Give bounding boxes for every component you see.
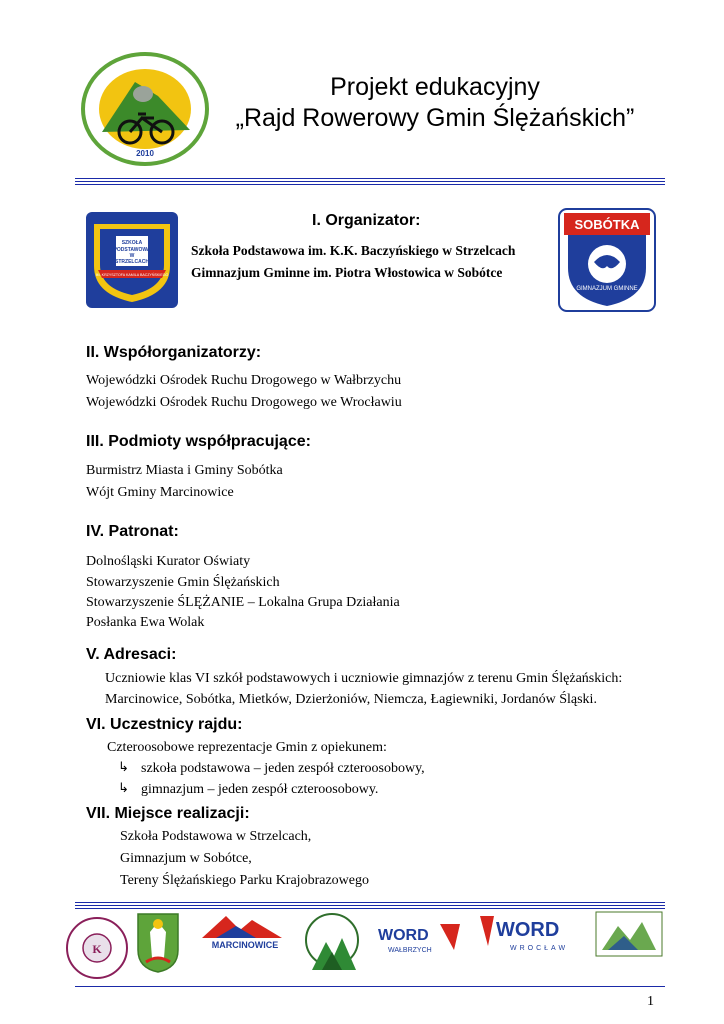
footer-bottom-rule xyxy=(75,986,665,987)
section-line: Tereny Ślężańskiego Parku Krajobrazowego xyxy=(120,873,369,888)
marcinowice-logo xyxy=(196,912,294,950)
project-title-line1: Projekt edukacyjny xyxy=(330,73,540,101)
section-heading: V. Adresaci: xyxy=(86,646,177,663)
lgd-slezanie-logo xyxy=(594,910,664,958)
section-heading: VI. Uczestnicy rajdu: xyxy=(86,716,243,733)
park-krajobrazowy-logo xyxy=(300,912,364,980)
section-heading: IV. Patronat: xyxy=(86,523,179,540)
svg-text:K: K xyxy=(92,942,102,956)
organizer-heading: I. Organizator: xyxy=(312,212,421,229)
svg-text:WORD: WORD xyxy=(496,919,560,941)
svg-text:2010: 2010 xyxy=(136,149,154,158)
section-line: Uczniowie klas VI szkół podstawowych i uczniowie gimnazjów z terenu Gmin Ślężańskich: xyxy=(105,671,623,686)
svg-text:PODSTAWOWA: PODSTAWOWA xyxy=(113,247,151,253)
bullet-item: gimnazjum – jeden zespół czteroosobowy. xyxy=(141,782,379,797)
svg-text:MARCINOWICE: MARCINOWICE xyxy=(211,940,279,950)
coat-of-arms-logo xyxy=(136,912,180,974)
section-line: Wójt Gminy Marcinowice xyxy=(86,485,234,500)
section-heading: VII. Miejsce realizacji: xyxy=(86,805,250,822)
svg-text:WROCŁAW: WROCŁAW xyxy=(510,945,569,952)
footer-rule xyxy=(75,908,665,909)
word-wroclaw-logo xyxy=(478,912,582,958)
page-number: 1 xyxy=(647,994,654,1009)
project-title-line2: „Rajd Rowerowy Gmin Ślężańskich” xyxy=(235,104,635,132)
svg-text:WAŁBRZYCH: WAŁBRZYCH xyxy=(388,947,432,954)
organizer-line-1: Szkoła Podstawowa im. K.K. Baczyńskiego w Strzelcach xyxy=(191,243,516,258)
bullet-item: szkoła podstawowa – jeden zespół czteroosobowy, xyxy=(141,761,425,776)
rajd-logo xyxy=(80,52,210,166)
header-rule xyxy=(75,184,665,185)
svg-text:GIMNAZJUM GMINNE: GIMNAZJUM GMINNE xyxy=(576,286,638,292)
section-line: Posłanka Ewa Wolak xyxy=(86,615,205,630)
header-rule xyxy=(75,178,665,179)
svg-text:SZKOŁA: SZKOŁA xyxy=(121,240,143,246)
section-line: Czteroosobowe reprezentacje Gmin z opiekunem: xyxy=(107,740,387,755)
svg-text:SOBÓTKA: SOBÓTKA xyxy=(574,217,640,232)
arrow-bullet-icon: ↳ xyxy=(118,781,129,796)
svg-text:W: W xyxy=(129,253,135,259)
section-heading: II. Współorganizatorzy: xyxy=(86,344,262,361)
szkola-strzelce-badge xyxy=(86,212,178,308)
svg-text:WORD: WORD xyxy=(378,927,429,944)
section-line: Stowarzyszenie Gmin Ślężańskich xyxy=(86,575,280,590)
svg-text:IM. KRZYSZTOFA KAMILA BACZYŃSK: IM. KRZYSZTOFA KAMILA BACZYŃSKIEGO xyxy=(95,273,169,277)
section-line: Szkoła Podstawowa w Strzelcach, xyxy=(120,829,312,844)
gimnazjum-sobotka-badge xyxy=(558,208,656,312)
section-line: Stowarzyszenie ŚLĘŻANIE – Lokalna Grupa Działania xyxy=(86,595,400,610)
organizer-line-2: Gimnazjum Gminne im. Piotra Włostowica w Sobótce xyxy=(191,265,503,280)
svg-text:STRZELCACH: STRZELCACH xyxy=(115,259,149,265)
footer-rule xyxy=(75,902,665,903)
section-heading: III. Podmioty współpracujące: xyxy=(86,433,311,450)
arrow-bullet-icon: ↳ xyxy=(118,760,129,775)
section-line: Wojewódzki Ośrodek Ruchu Drogowego w Wałbrzychu xyxy=(86,373,402,388)
word-walbrzych-logo xyxy=(376,918,476,958)
section-line: Dolnośląski Kurator Oświaty xyxy=(86,554,251,569)
kuratorium-logo xyxy=(64,915,130,981)
section-line: Burmistrz Miasta i Gminy Sobótka xyxy=(86,463,283,478)
footer-rule xyxy=(75,905,665,906)
section-line: Gimnazjum w Sobótce, xyxy=(120,851,252,866)
section-line: Marcinowice, Sobótka, Mietków, Dzierżoniów, Niemcza, Łagiewniki, Jordanów Śląski. xyxy=(105,692,597,707)
section-line: Wojewódzki Ośrodek Ruchu Drogowego we Wrocławiu xyxy=(86,395,402,410)
header-rule xyxy=(75,181,665,182)
